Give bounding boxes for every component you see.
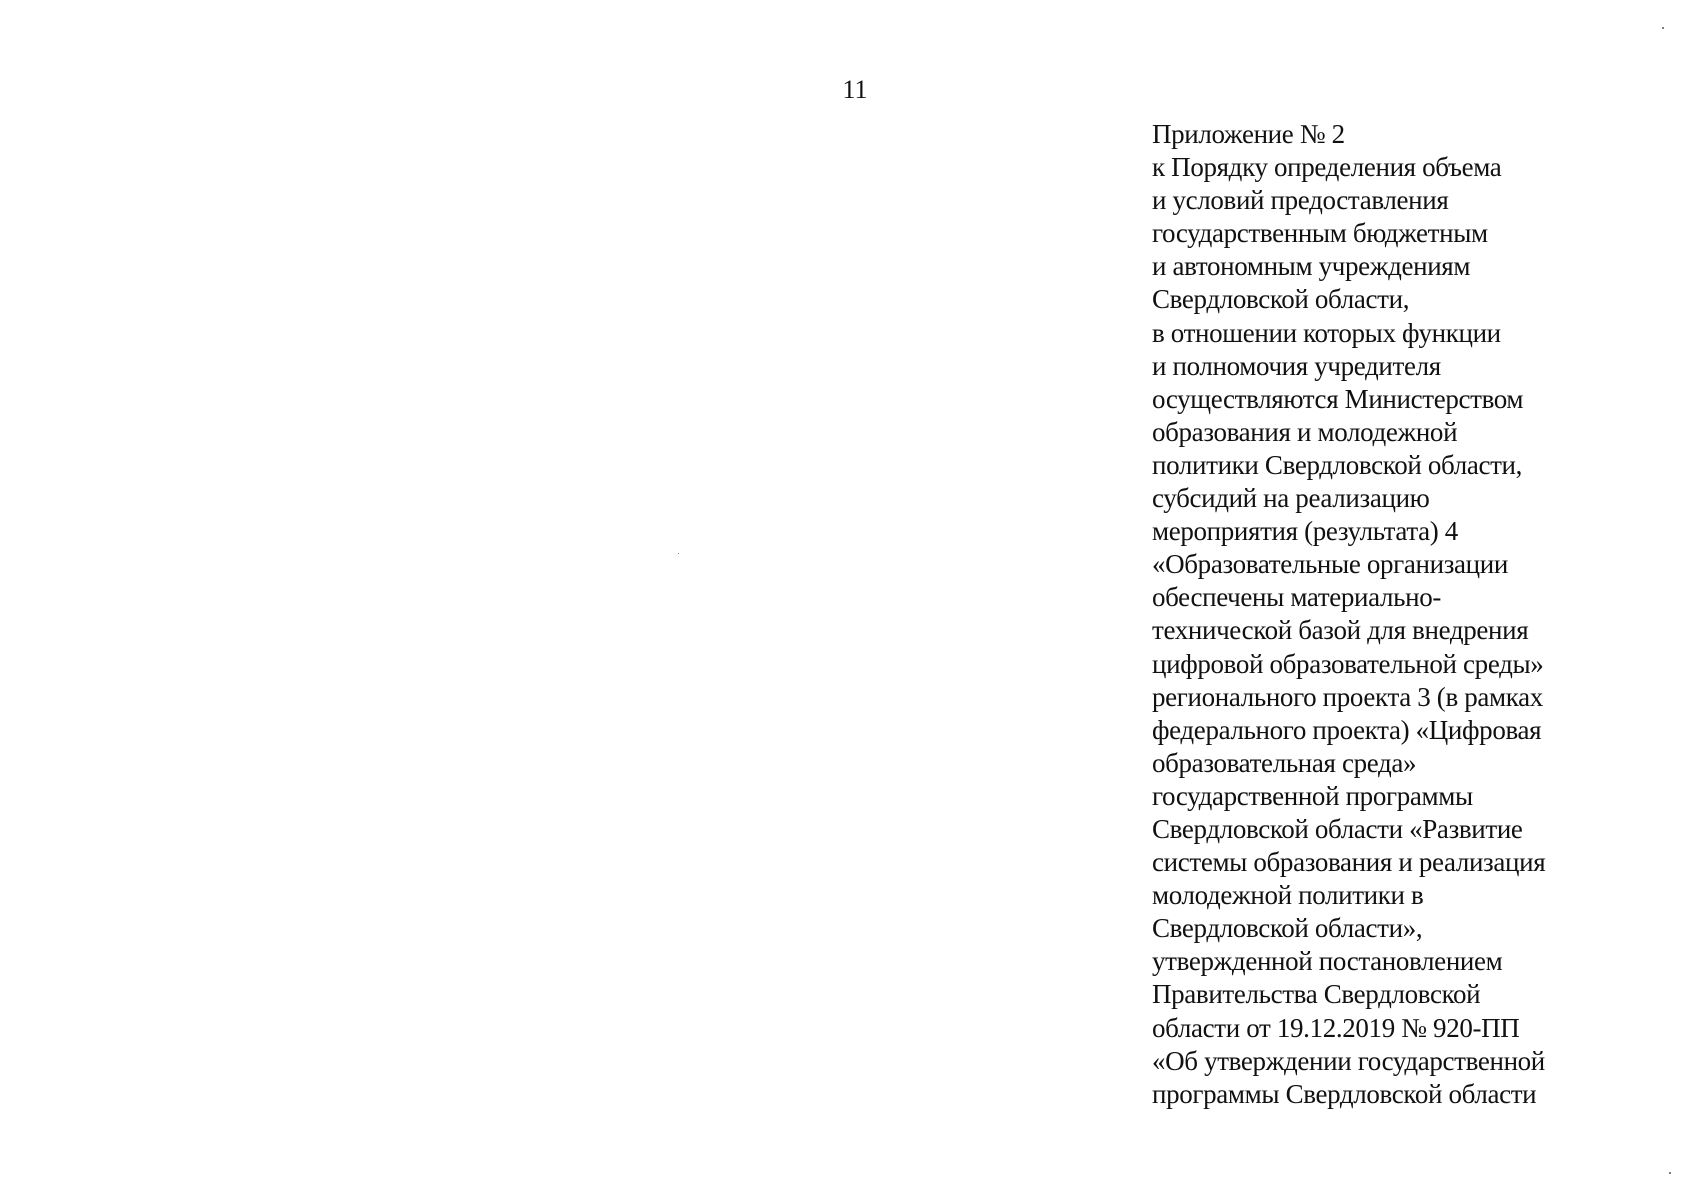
appendix-line: государственной программы — [1152, 780, 1473, 811]
appendix-line: федерального проекта) «Цифровая — [1152, 714, 1542, 745]
appendix-line: «Об утверждении государственной — [1152, 1045, 1545, 1076]
appendix-line: Приложение № 2 — [1152, 119, 1345, 149]
appendix-line: образования и молодежной — [1152, 416, 1458, 447]
appendix-line: утвержденной постановлением — [1152, 946, 1503, 977]
appendix-line: государственным бюджетным — [1152, 218, 1488, 249]
scan-speck — [678, 553, 679, 554]
appendix-line: Свердловской области, — [1152, 284, 1410, 315]
appendix-line: цифровой образовательной среды» — [1152, 648, 1544, 679]
appendix-line: субсидий на реализацию — [1152, 483, 1430, 514]
scan-speck — [1662, 27, 1664, 29]
appendix-line: осуществляются Министерством — [1152, 383, 1524, 414]
appendix-line: и полномочия учредителя — [1152, 350, 1441, 381]
appendix-line: мероприятия (результата) 4 — [1152, 516, 1458, 547]
appendix-line: технической базой для внедрения — [1152, 615, 1529, 646]
scan-speck — [1669, 1172, 1671, 1174]
appendix-line: Свердловской области», — [1152, 913, 1423, 944]
appendix-line: Свердловской области «Развитие — [1152, 813, 1523, 844]
appendix-line: программы Свердловской области — [1152, 1078, 1537, 1109]
appendix-line: образовательная среда» — [1152, 747, 1417, 778]
appendix-line: системы образования и реализация — [1152, 847, 1546, 878]
appendix-line: Правительства Свердловской — [1152, 979, 1481, 1010]
appendix-line: и автономным учреждениям — [1152, 251, 1471, 282]
appendix-line: и условий предоставления — [1152, 185, 1449, 216]
appendix-line: молодежной политики в — [1152, 880, 1424, 911]
appendix-line: «Образовательные организации — [1152, 549, 1508, 580]
appendix-line: в отношении которых функции — [1152, 317, 1501, 348]
appendix-header-block — [1152, 118, 1682, 1111]
appendix-line: регионального проекта 3 (в рамках — [1152, 681, 1543, 712]
appendix-line: обеспечены материально- — [1152, 582, 1442, 613]
appendix-line: политики Свердловской области, — [1152, 449, 1523, 480]
page-number: 11 — [842, 75, 868, 104]
appendix-line: области от 19.12.2019 № 920-ПП — [1152, 1012, 1520, 1043]
appendix-line: к Порядку определения объема — [1152, 152, 1502, 183]
